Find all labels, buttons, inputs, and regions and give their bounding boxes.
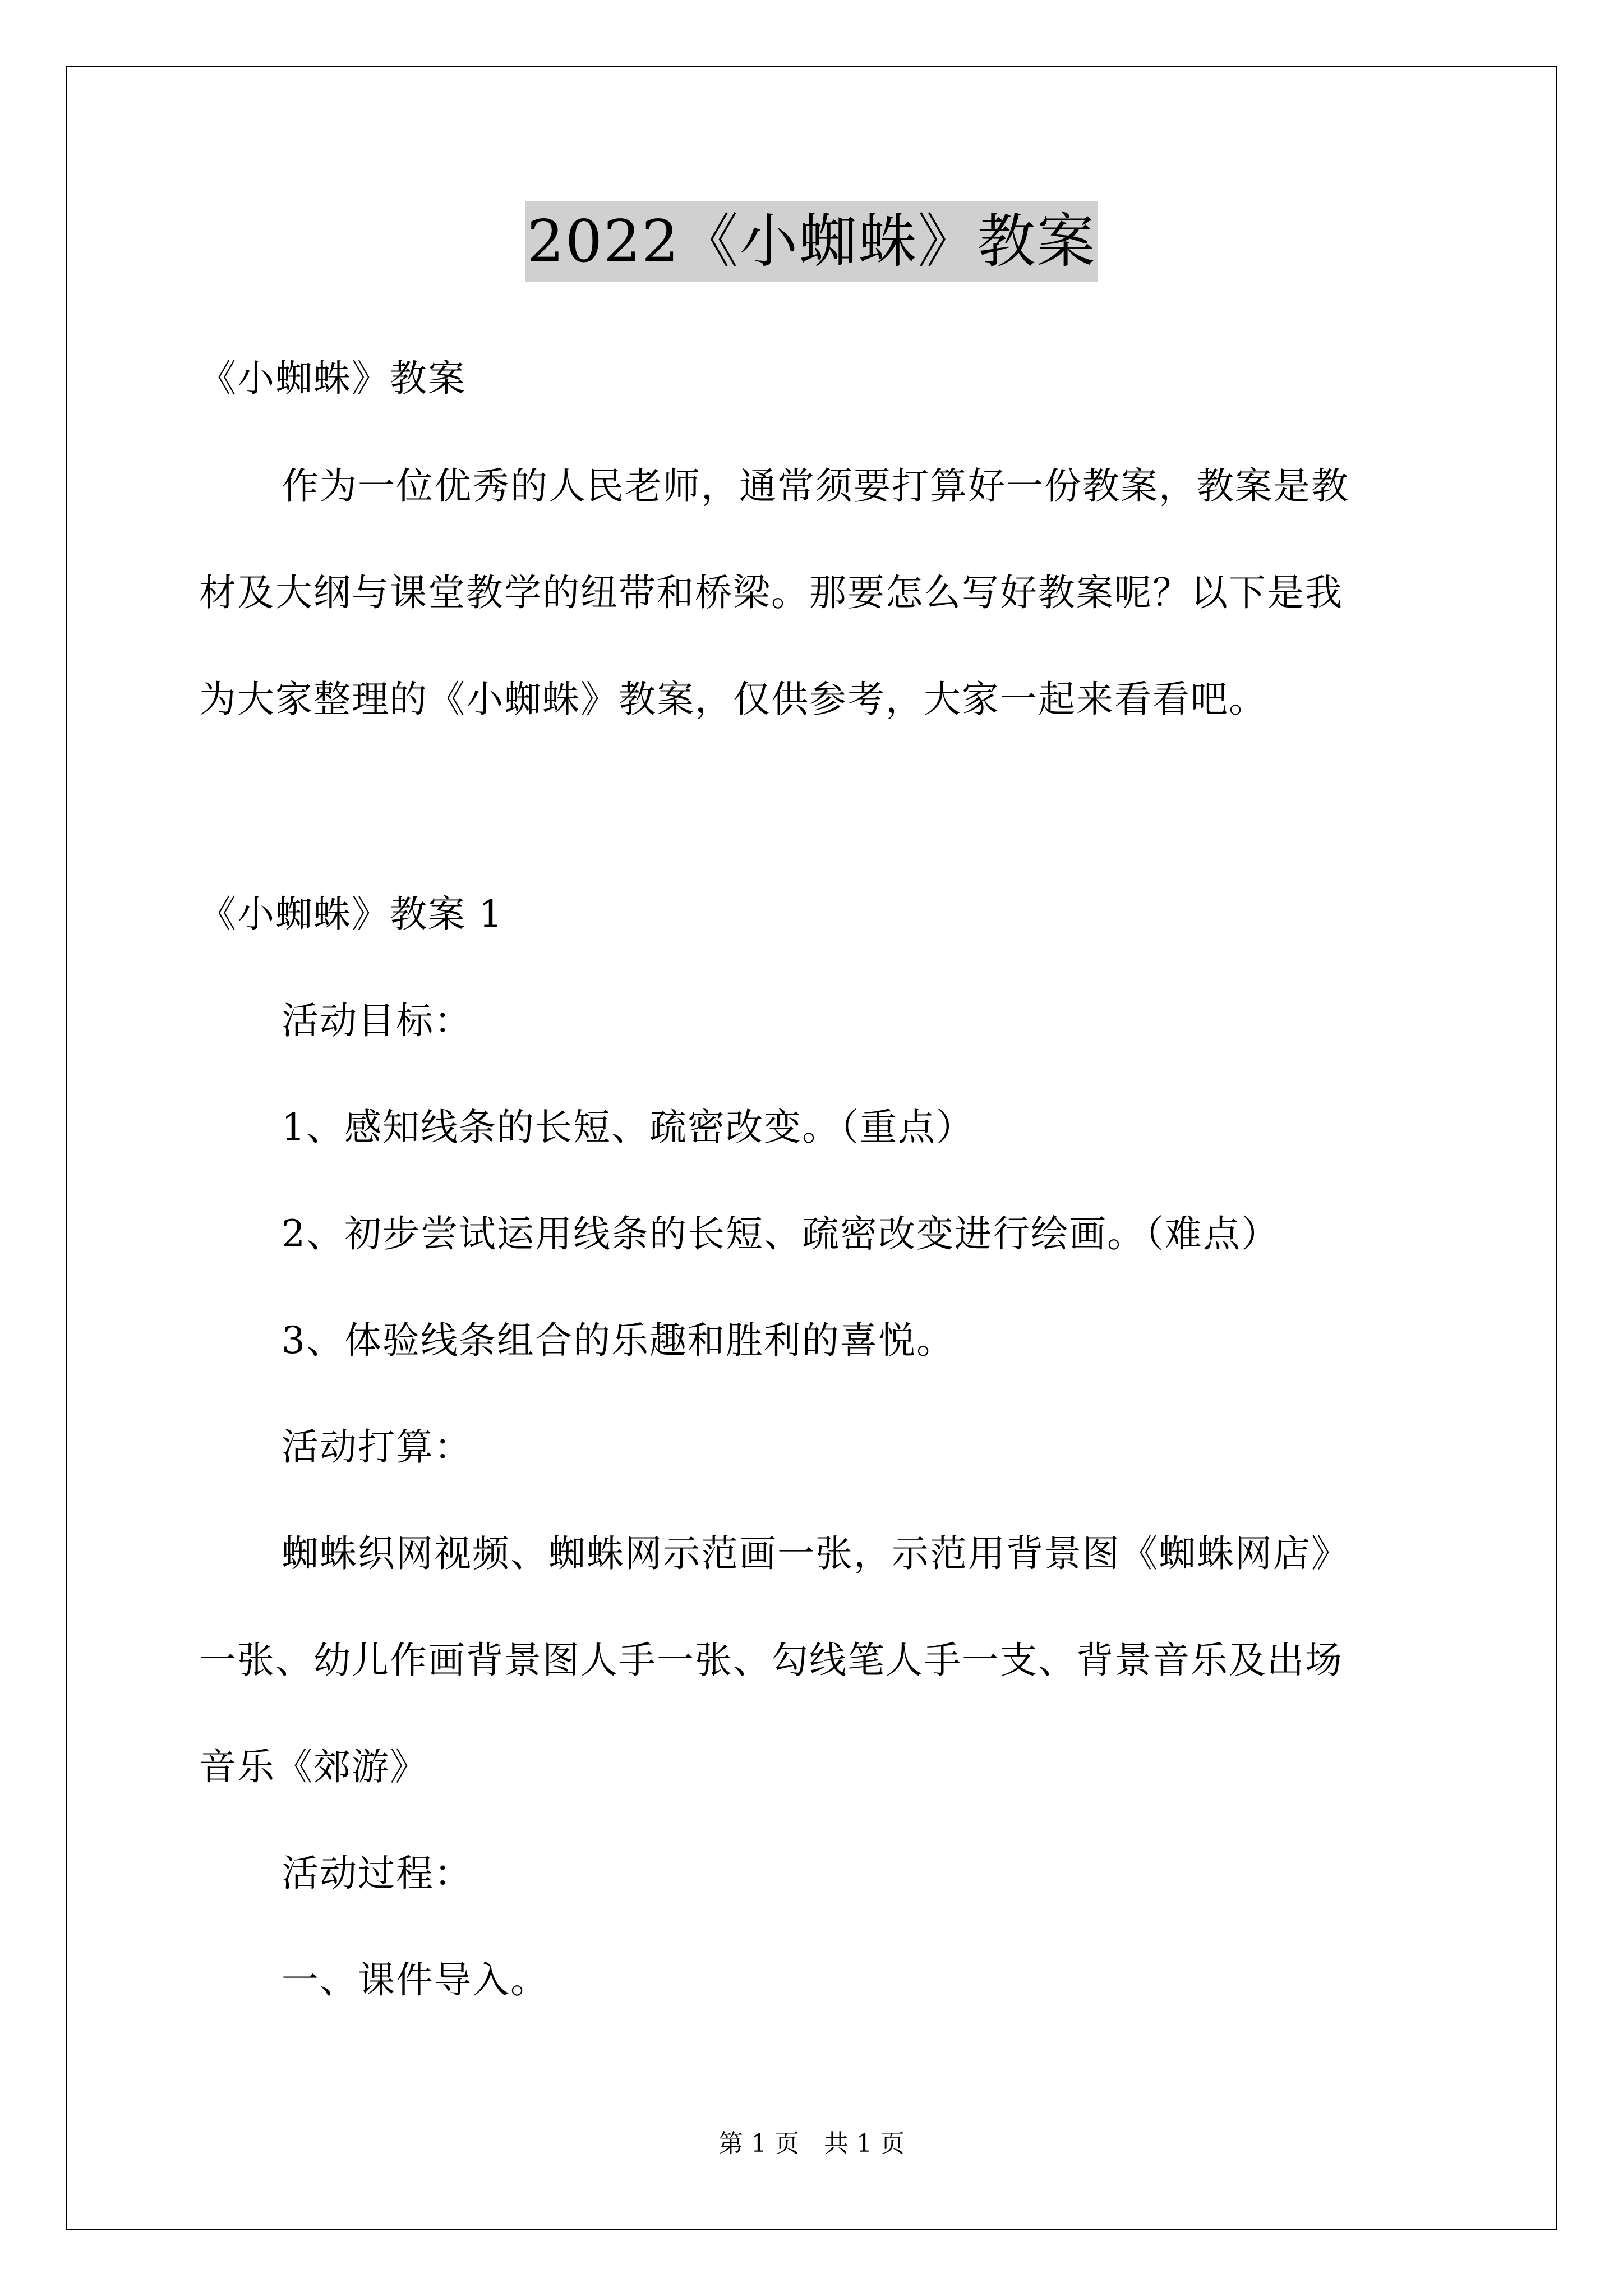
title-container — [0, 201, 1623, 282]
goal-item-2: 2、初步尝试运用线条的长短、疏密改变进行绘画。（难点） — [282, 1212, 1279, 1255]
goal-item-1: 1、感知线条的长短、疏密改变。（重点） — [282, 1106, 974, 1149]
goals-heading: 活动目标： — [282, 999, 472, 1042]
intro-line-1: 作为一位优秀的人民老师，通常须要打算好一份教案，教案是教 — [282, 464, 1349, 508]
prep-heading: 活动打算： — [282, 1425, 472, 1469]
intro-line-3: 为大家整理的《小蜘蛛》教案，仅供参考，大家一起来看看吧。 — [199, 678, 1267, 721]
document-title: 2022《小蜘蛛》教案 — [525, 201, 1099, 282]
section-heading: 《小蜘蛛》教案 1 — [199, 892, 504, 936]
page-footer: 第 1 页 共 1 页 — [718, 2129, 905, 2158]
prep-line-2: 一张、幼儿作画背景图人手一张、勾线笔人手一支、背景音乐及出场 — [199, 1639, 1343, 1682]
prep-line-3: 音乐《郊游》 — [199, 1745, 428, 1788]
document-subtitle: 《小蜘蛛》教案 — [199, 357, 466, 400]
intro-line-2: 材及大纲与课堂教学的纽带和桥梁。那要怎么写好教案呢？以下是我 — [199, 571, 1343, 614]
process-step-1: 一、课件导入。 — [282, 1958, 548, 2001]
process-heading: 活动过程： — [282, 1852, 472, 1895]
prep-line-1: 蜘蛛织网视频、蜘蛛网示范画一张，示范用背景图《蜘蛛网店》 — [282, 1532, 1349, 1575]
goal-item-3: 3、体验线条组合的乐趣和胜利的喜悦。 — [282, 1319, 955, 1362]
